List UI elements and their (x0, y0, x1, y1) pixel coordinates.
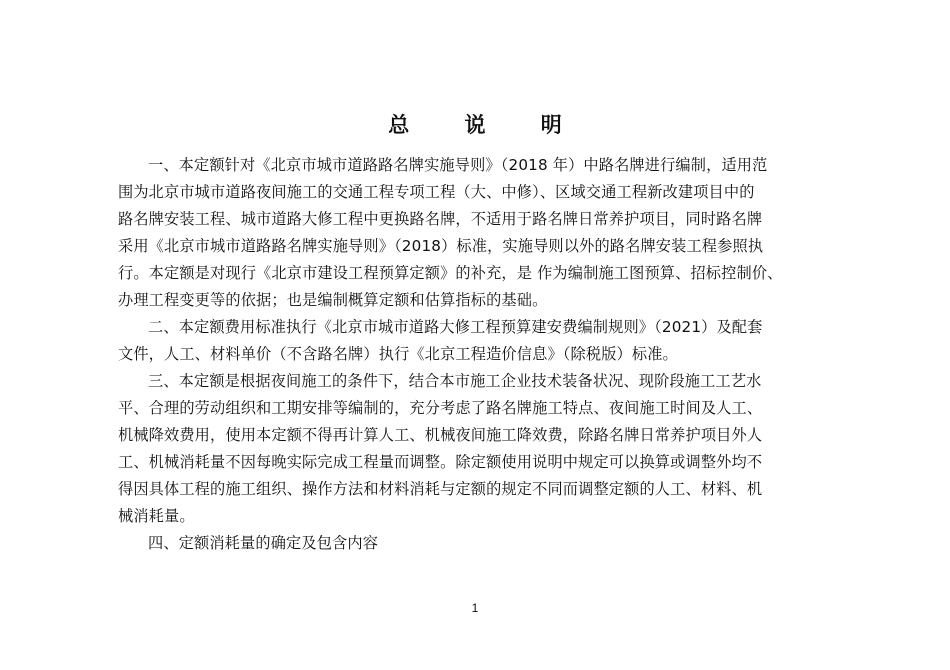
text-line: 四、定额消耗量的确定及包含内容 (148, 534, 379, 552)
text-line: 办理工程变更等的依据；也是编制概算定额和估算指标的基础。 (118, 291, 548, 309)
paragraph-4 (118, 530, 863, 557)
text-line: 行。本定额是对现行《北京市建设工程预算定额》的补充，是 作为编制施工图预算、招标控制价、 (118, 264, 783, 282)
text-line: 工、机械消耗量不因每晚实际完成工程量而调整。除定额使用说明中规定可以换算或调整外均不 (118, 453, 763, 471)
page-number: 1 (471, 601, 479, 615)
text-line: 文件，人工、材料单价（不含路名牌）执行《北京工程造价信息》（除税版）标准。 (118, 345, 678, 363)
text-line: 三、本定额是根据夜间施工的条件下，结合本市施工企业技术装备状况、现阶段施工工艺水 (148, 372, 762, 390)
text-line: 一、本定额针对《北京市城市道路路名牌实施导则》（2018 年）中路名牌进行编制，适用范 (148, 156, 768, 174)
text-line: 围为北京市城市道路夜间施工的交通工程专项工程（大、中修）、区域交通工程新改建项目中的 (118, 183, 755, 201)
text-line: 械消耗量。 (118, 507, 195, 525)
paragraph-2 (118, 314, 863, 368)
text-line: 采用《北京市城市道路路名牌实施导则》（2018）标准，实施导则以外的路名牌安装工程参照执 (118, 237, 764, 255)
paragraph-3 (118, 368, 863, 530)
text-line: 二、本定额费用标准执行《北京市城市道路大修工程预算建安费编制规则》（2021）及配套 (148, 318, 763, 336)
text-line: 得因具体工程的施工组织、操作方法和材料消耗与定额的规定不同而调整定额的人工、材料、机 (118, 480, 763, 498)
paragraph-1 (118, 152, 863, 314)
text-line: 机械降效费用，使用本定额不得再计算人工、机械夜间施工降效费，除路名牌日常养护项目外人 (118, 426, 763, 444)
text-line: 路名牌安装工程、城市道路大修工程中更换路名牌，不适用于路名牌日常养护项目，同时路名牌 (118, 210, 763, 228)
document-body (118, 152, 863, 557)
text-line: 平、合理的劳动组织和工期安排等编制的，充分考虑了路名牌施工特点、夜间施工时间及人工、 (118, 399, 763, 417)
page-title: 总 说 明 (388, 113, 586, 137)
